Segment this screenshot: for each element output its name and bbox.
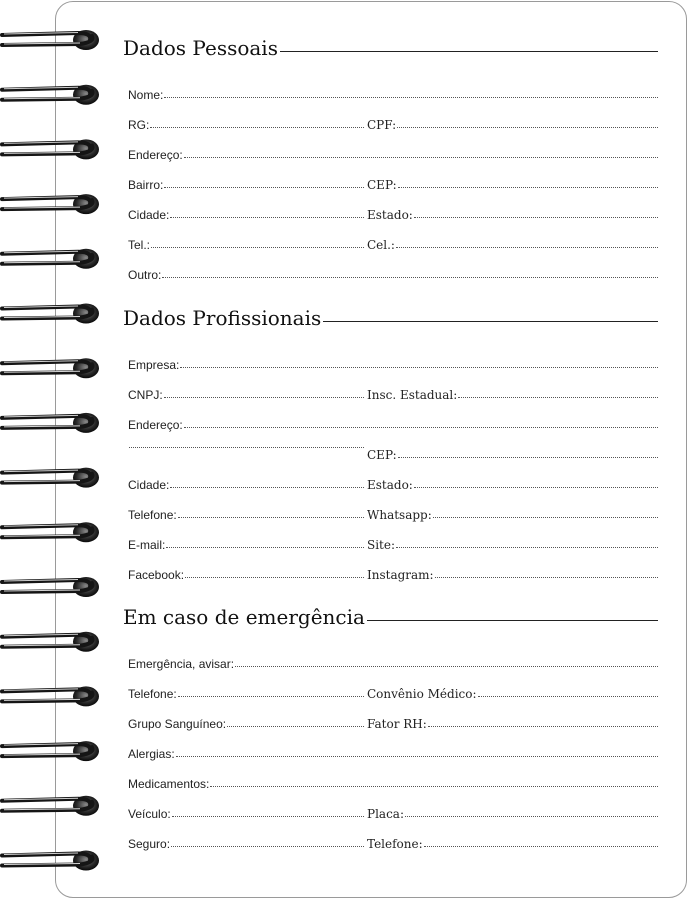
spiral-ring [2,686,99,706]
section-title-emergencia [123,605,658,629]
alergias-field[interactable]: Alergias: [128,747,658,761]
spiral-ring [2,851,99,871]
endereco-prof-field[interactable]: Endereço: [128,418,658,432]
spiral-ring [2,741,99,761]
nome-field[interactable]: Nome: [128,88,658,102]
insc-estadual-field[interactable]: Insc. Estadual: [367,388,658,402]
spiral-ring [2,468,99,488]
outro-field[interactable]: Outro: [128,268,658,282]
site-field[interactable]: Site: [367,538,658,552]
spiral-ring [2,139,99,159]
spiral-ring [2,30,99,50]
spiral-ring [2,522,99,542]
cidade-prof-field[interactable]: Cidade: [128,478,364,492]
section-heading: Dados Pessoais [123,36,278,60]
spiral-ring [2,577,99,597]
cpf-field[interactable]: CPF: [367,118,658,132]
bairro-field[interactable]: Bairro: [128,178,364,192]
divider [367,620,658,621]
instagram-field[interactable]: Instagram: [367,568,658,582]
estado-field[interactable]: Estado: [367,208,658,222]
cep-prof-field[interactable]: CEP: [367,448,658,462]
divider [323,321,658,322]
whatsapp-field[interactable]: Whatsapp: [367,508,658,522]
cel-field[interactable]: Cel.: [367,238,658,252]
spiral-ring [2,413,99,433]
facebook-field[interactable]: Facebook: [128,568,364,582]
placa-field[interactable]: Placa: [367,807,658,821]
divider [280,51,658,52]
section-title-dados-profissionais [123,306,658,330]
spiral-ring [2,632,99,652]
section-heading: Em caso de emergência [123,605,365,629]
spiral-ring [2,358,99,378]
telefone-emerg-field[interactable]: Telefone: [128,687,364,701]
telefone-seguro-field[interactable]: Telefone: [367,837,658,851]
cnpj-field[interactable]: CNPJ: [128,388,364,402]
spiral-ring [2,304,99,324]
seguro-field[interactable]: Seguro: [128,837,364,851]
grupo-sanguineo-field[interactable]: Grupo Sanguíneo: [128,717,364,731]
section-heading: Dados Profissionais [123,306,322,330]
spiral-ring [2,85,99,105]
cep-field[interactable]: CEP: [367,178,658,192]
rg-field[interactable]: RG: [128,118,364,132]
spiral-ring [2,194,99,214]
veiculo-field[interactable]: Veículo: [128,807,364,821]
empresa-field[interactable]: Empresa: [128,358,658,372]
spiral-ring [2,796,99,816]
fator-rh-field[interactable]: Fator RH: [367,717,658,731]
convenio-medico-field[interactable]: Convênio Médico: [367,687,658,701]
tel-field[interactable]: Tel.: [128,238,364,252]
cidade-field[interactable]: Cidade: [128,208,364,222]
spiral-binding [0,0,110,900]
spiral-ring [2,249,99,269]
emergencia-avisar-field[interactable]: Emergência, avisar: [128,657,658,671]
email-field[interactable]: E-mail: [128,538,364,552]
endereco-cont-field[interactable] [128,448,364,449]
endereco-field[interactable]: Endereço: [128,148,658,162]
telefone-prof-field[interactable]: Telefone: [128,508,364,522]
medicamentos-field[interactable]: Medicamentos: [128,777,658,791]
section-title-dados-pessoais [123,36,658,60]
estado-prof-field[interactable]: Estado: [367,478,658,492]
